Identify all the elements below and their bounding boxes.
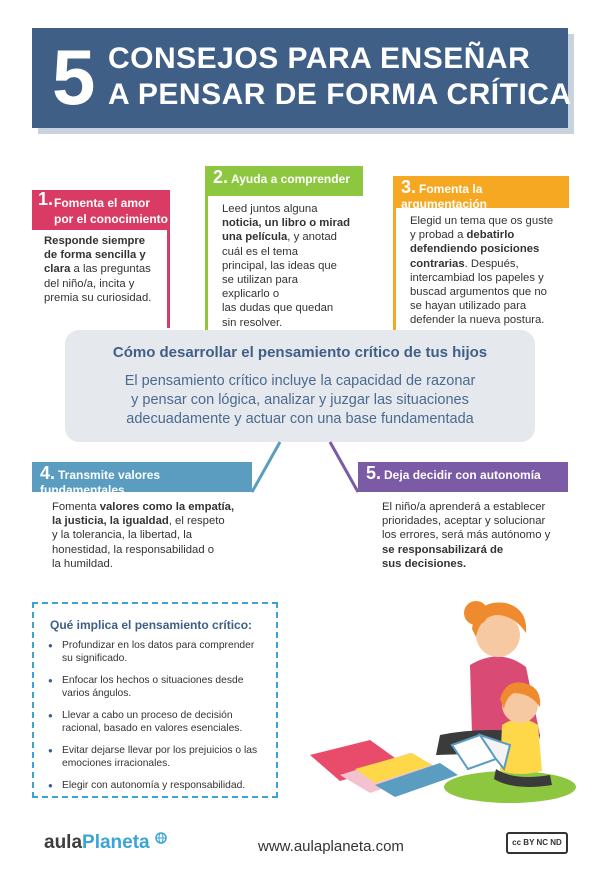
list-item: ● Evitar dejarse llevar por los prejuicios o las emociones irracionales. bbox=[48, 745, 266, 770]
aulaplaneta-logo: aulaPlaneta bbox=[44, 832, 167, 854]
implies-list bbox=[48, 640, 266, 803]
tip-3-body: Elegid un tema que os guste y probad a debatirlo defendiendo posiciones contrarias. Después, intercambiad los papeles y buscad argumentos que no se hayan utilizado para defender la nueva postura. bbox=[410, 215, 554, 327]
implies-box bbox=[32, 602, 278, 798]
tip-2-body: Leed juntos alguna noticia, un libro o mirad una película, y anotad cuál es el tema principal, las ideas que se utilizan para explicarlo o las dudas que quedan sin resolver. bbox=[222, 203, 351, 329]
tip-4-label: 4. Transmite valores fundamentales bbox=[32, 462, 252, 492]
list-item: ● Enfocar los hechos o situaciones desde varios ángulos. bbox=[48, 675, 266, 700]
header-title-line1: CONSEJOS PARA ENSEÑAR bbox=[108, 42, 531, 75]
center-heading: Cómo desarrollar el pensamiento crítico de tus hijos bbox=[112, 344, 488, 361]
globe-icon bbox=[155, 832, 167, 844]
header-number: 5 bbox=[52, 33, 96, 121]
tip-2-label: 2. Ayuda a comprender bbox=[205, 166, 363, 196]
list-item: ● Profundizar en los datos para comprender su significado. bbox=[48, 640, 266, 665]
tip-5-body: El niño/a aprenderá a establecer prioridades, aceptar y solucionar los errores, será más autónomo y se responsabilizará de sus decisiones. bbox=[382, 501, 551, 570]
list-item: ● Llevar a cabo un proceso de decisión racional, basado en valores esenciales. bbox=[48, 710, 266, 735]
reading-illustration bbox=[300, 585, 580, 810]
tip-4-body: Fomenta valores como la empatía, la justicia, la igualdad, el respeto y la tolerancia, la libertad, la honestidad, la responsabilidad o la humildad. bbox=[52, 501, 235, 570]
tip-3-label: 3. Fomenta la argumentación bbox=[393, 176, 569, 208]
list-item: ● Elegir con autonomía y responsabilidad. bbox=[48, 780, 266, 793]
header-title-line2: A PENSAR DE FORMA CRÍTICA bbox=[108, 78, 572, 111]
center-text: El pensamiento crítico incluye la capacidad de razonar y pensar con lógica, analizar y juzgar las situaciones adecuadamente y actuar con una base fundamentada bbox=[124, 373, 476, 427]
creative-commons-icon: cc BY NC ND bbox=[506, 832, 568, 854]
tip-1-label: 1. Fomenta el amor por el conocimiento bbox=[32, 190, 170, 230]
implies-heading: Qué implica el pensamiento crítico: bbox=[50, 618, 253, 632]
tip-5-label: 5. Deja decidir con autonomía bbox=[358, 462, 568, 492]
website-url[interactable]: www.aulaplaneta.com bbox=[258, 838, 404, 855]
tip-1-body: Responde siempre de forma sencilla y clara a las preguntas del niño/a, incita y premia su curiosidad. bbox=[44, 235, 152, 304]
